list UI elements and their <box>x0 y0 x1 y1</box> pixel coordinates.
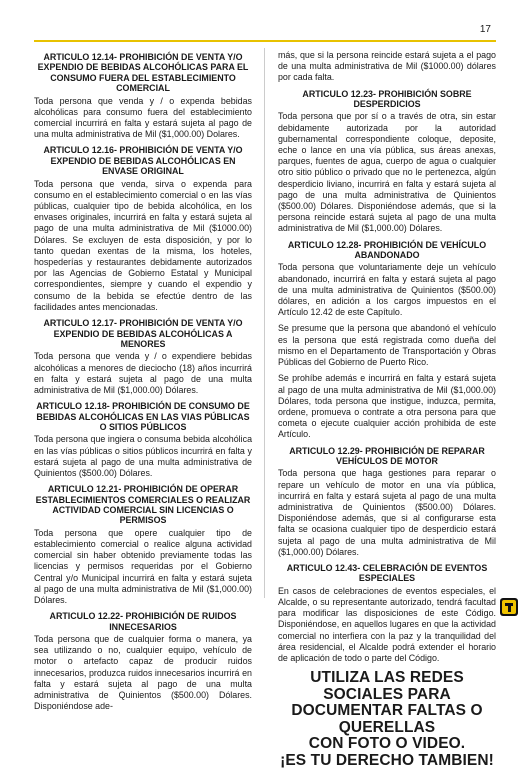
article-heading: ARTICULO 12.18- PROHIBICIÓN DE CONSUMO DE BEBIDAS ALCOHÓLICAS EN LAS VIAS PÚBLICAS O SITIOS PÚBLICOS <box>36 401 250 432</box>
article-body: Toda persona que venda, sirva o expenda para consumo en el establecimiento comercial o en las vías públicas, cualquier tipo de bebida alcohólica, en los envases originales, incurrirá en falta y estará sujeta al pago de una multa administrativa de Mil ($1000.00) Dólares. Se excluyen de esta disposición, y por lo tanto quedan exentas de la misma, los hoteles, hospederías y restaurantes debidamente autorizados por las Agencias de Gobierno Estatal y Municipal correspondientes, siempre y cuando el expendio y consumo de la bebida se efectúe dentro de las facilidades antes mencionadas. <box>34 178 252 312</box>
article-body: Toda persona que venda y / o expendiere bebidas alcohólicas a menores de dieciocho (18) años incurrirá en falta y estará sujeta al pago de una multa administrativa de Mil ($1,000.00) Dólares. <box>34 351 252 395</box>
article-heading: ARTICULO 12.14- PROHIBICIÓN DE VENTA Y/O EXPENDIO DE BEBIDAS ALCOHÓLICAS PARA EL CONSUMO FUERA DEL ESTABLECIMIENTO COMERCIAL <box>37 52 249 94</box>
article-body: Toda persona que opere cualquier tipo de establecimiento comercial o realice alguna actividad comercial sin haber obtenido previamente todas las licencias y permisos requeridas por el Gobierno Central y/o Municipal incurrirá en falta y estará sujeta al pago de una multa administrativa de Mil ($1,000.00) Dólares. <box>34 527 252 605</box>
article-body: En casos de celebraciones de eventos especiales, el Alcalde, o su representante autorizado, tendrá facultad para modificar las disposiciones de este Código. Disponiéndose, en aquellos lugares en que la actividad comercial no interfiera con la paz y la tranquilidad del área residencial, el Alcalde podrá extender el horario de aplicación de todo o parte del Código. <box>278 585 496 663</box>
callout-line: CON FOTO O VIDEO. <box>308 735 466 753</box>
article-body: Toda persona que ingiera o consuma bebida alcohólica en las vías públicas o sitios públicos incurrirá en falta y estará sujeta al pago de una multa administrativa de Quinientos ($500.00) Dólares. <box>34 434 252 478</box>
social-media-callout <box>278 670 496 769</box>
article-heading: ARTICULO 12.16- PROHIBICIÓN DE VENTA Y/O EXPENDIO DE BEBIDAS ALCOHÓLICAS EN ENVASE ORIGINAL <box>43 145 243 177</box>
article-body: más, que si la persona reincide estará sujeta a el pago de una multa administrativa de Mil ($1000.00) dólares por cada falta. <box>278 50 496 83</box>
article-heading: ARTICULO 12.17- PROHIBICIÓN DE VENTA Y/O EXPENDIO DE BEBIDAS ALCOHÓLICAS A MENORES <box>43 318 243 349</box>
article-heading: ARTICULO 12.22- PROHIBICIÓN DE RUIDOS INNECESARIOS <box>49 611 237 632</box>
article-body: Toda persona que haga gestiones para reparar o repare un vehículo de motor en una vía pública, incurrirá en falta y estará sujeta al pago de una multa administrativa de Quinientos ($500.00) Dólares. Disponiéndose además, que si al configurarse esta falta se ocasiona cualquier tipo de desperdicio estará sujeta al pago de una multa administrativa de Mil ($1,000.00) Dólares. <box>278 468 496 557</box>
article-body: Toda persona que voluntariamente deje un vehículo abandonado, incurrirá en falta y estará sujeta al pago de una multa administrativa de Quinientos ($500.00) dólares, en adición a los cargos impuestos en el Artículo 12.42 de este Capítulo. <box>278 262 496 318</box>
article-body: Se presume que la persona que abandonó el vehículo es la persona que está registrada como dueña del mismo en el Departamento de Transportación y Obras Públicas del Gobierno de Puerto Rico. <box>278 323 496 368</box>
article-heading: ARTICULO 12.43- CELEBRACIÓN DE EVENTOS ESPECIALES <box>286 562 488 584</box>
t-logo-icon <box>500 598 518 616</box>
top-rule <box>34 40 496 42</box>
article-heading: ARTICULO 12.28- PROHIBICIÓN DE VEHÍCULO ABANDONADO <box>287 239 487 261</box>
article-heading: ARTICULO 12.21- PROHIBICIÓN DE OPERAR ESTABLECIMIENTOS COMERCIALES O REALIZAR ACTIVIDAD COMERCIAL SIN LICENCIAS O PERMISOS <box>35 484 251 526</box>
page-number: 17 <box>479 24 491 35</box>
column-divider <box>264 48 265 598</box>
article-body: Toda persona que por sí o a través de otra, sin estar debidamente autorizada por la autoridad gubernamental correspondiente coloque, deposite, eche o lance en una vía pública, sus áreas anexas, parques, fuentes de agua, cuerpo de agua o cualquier otro sitio público o privado que no le pertenezca, algún desperdicio liviano, incurrirá en falta y estará sujeta al pago de una multa administrativa de Quinientos ($500.00) Dólares. Disponiéndose además, que si la persona reincide estará sujeta al pago de una multa administrativa de Mil ($1,000.00) Dólares. <box>278 111 496 234</box>
callout-line: UTILIZA LAS REDES SOCIALES PARA <box>310 669 464 703</box>
callout-line: DOCUMENTAR FALTAS O QUERELLAS <box>291 702 483 736</box>
article-body: Toda persona que venda y / o expenda bebidas alcohólicas para consumo fuera del establecimiento comercial incurrirá en falta y estará sujeta al pago de una multa administrativa de Mil ($1,000.00) Dolares. <box>34 95 252 140</box>
article-heading: ARTICULO 12.29- PROHIBICIÓN DE REPARAR VEHÍCULOS DE MOTOR <box>289 445 485 466</box>
article-heading: ARTICULO 12.23- PROHIBICIÓN SOBRE DESPERDICIOS <box>302 88 472 110</box>
callout-line: ¡ES TU DERECHO TAMBIEN! <box>280 751 494 769</box>
article-body: Toda persona que de cualquier forma o manera, ya sea utilizando o no, cualquier equipo, vehículo de motor o artefacto capaz de producir ruidos innecesarios, produzca ruidos innecesarios incurrirá en falta y estará sujeta al pago de una multa administrativa de Quinientos ($500.00) Dólares. Disponiéndose ade- <box>34 634 252 712</box>
right-column <box>278 50 496 769</box>
article-body: Se prohíbe además e incurrirá en falta y estará sujeta al pago de una multa administrativa de Mil ($1,000.00) Dólares, toda persona que instigue, induzca, permita, ordene, promueva o contrate a otra persona para que cometa o ejecute cualquier acción prohibida de este Artículo. <box>278 373 496 440</box>
left-column <box>34 50 252 717</box>
